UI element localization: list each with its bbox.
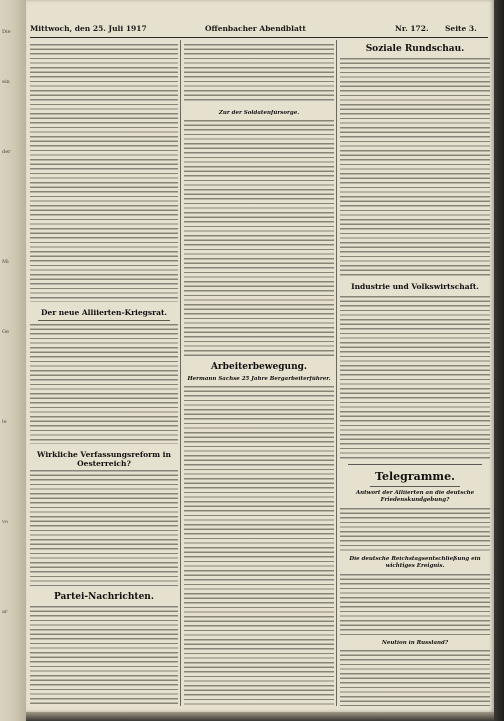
heading-industry-economy: Industrie und Volkswirtschaft. [351,282,479,291]
subheading-sachse: Hermann Sachse 25 Jahre Bergarbeiterführer. [187,376,331,382]
header-page-number: Seite 3. [445,24,477,33]
column-1-text-block [30,606,178,706]
column-3-text-block [340,574,490,636]
header-date: Mittwoch, den 25. Juli 1917 [30,24,147,33]
column-3-text-block [340,650,490,706]
heading-labor-movement: Arbeiterbewegung. [210,362,308,372]
divider [348,464,482,465]
column-3-text-block [340,508,490,552]
subheading-soldier-welfare: Zur der Soldatenfürsorge. [218,110,300,116]
header-rule [30,37,488,38]
divider [38,320,170,321]
subheading-reichstag-resolution: Die deutsche Reichstagsentschließung ein wichtiges Ereignis. [349,556,481,569]
newspaper-page [26,0,494,712]
book-edge-right [494,0,504,721]
column-3 [340,40,490,706]
heading-allies-council: Der neue Alliierten-Kriegsrat. [40,308,168,317]
book-edge-bottom [26,712,494,721]
column-2-text-block [184,44,334,104]
heading-austria-reform: Wirkliche Verfassungsreform in Oesterreich? [37,450,171,468]
header-paper-name: Offenbacher Abendblatt [205,24,306,33]
subheading-russia: Neution in Russland? [381,640,449,646]
column-1-text-block [30,470,178,586]
column-1-text-block [30,324,178,444]
column-3-text-block [340,58,490,276]
divider [370,486,460,487]
column-rule [336,40,337,706]
column-2 [184,40,334,706]
column-2-text-block [184,386,334,706]
column-1-text-block [30,44,178,302]
header-issue: Nr. 172. [395,24,429,33]
column-1 [30,40,178,706]
heading-telegrams: Telegramme. [375,470,455,483]
page-header [30,24,488,36]
subheading-allies-answer: Antwort der Alliierten an die deutsche Friedenskundgebung? [355,490,475,503]
column-rule [180,40,181,706]
heading-party-news: Partei-Nachrichten. [54,592,154,602]
column-2-text-block [184,120,334,356]
column-3-text-block [340,296,490,460]
previous-page-edge: Die ein der Mi Ge le vo ar [0,0,26,721]
heading-social-review: Soziale Rundschau. [365,44,465,54]
